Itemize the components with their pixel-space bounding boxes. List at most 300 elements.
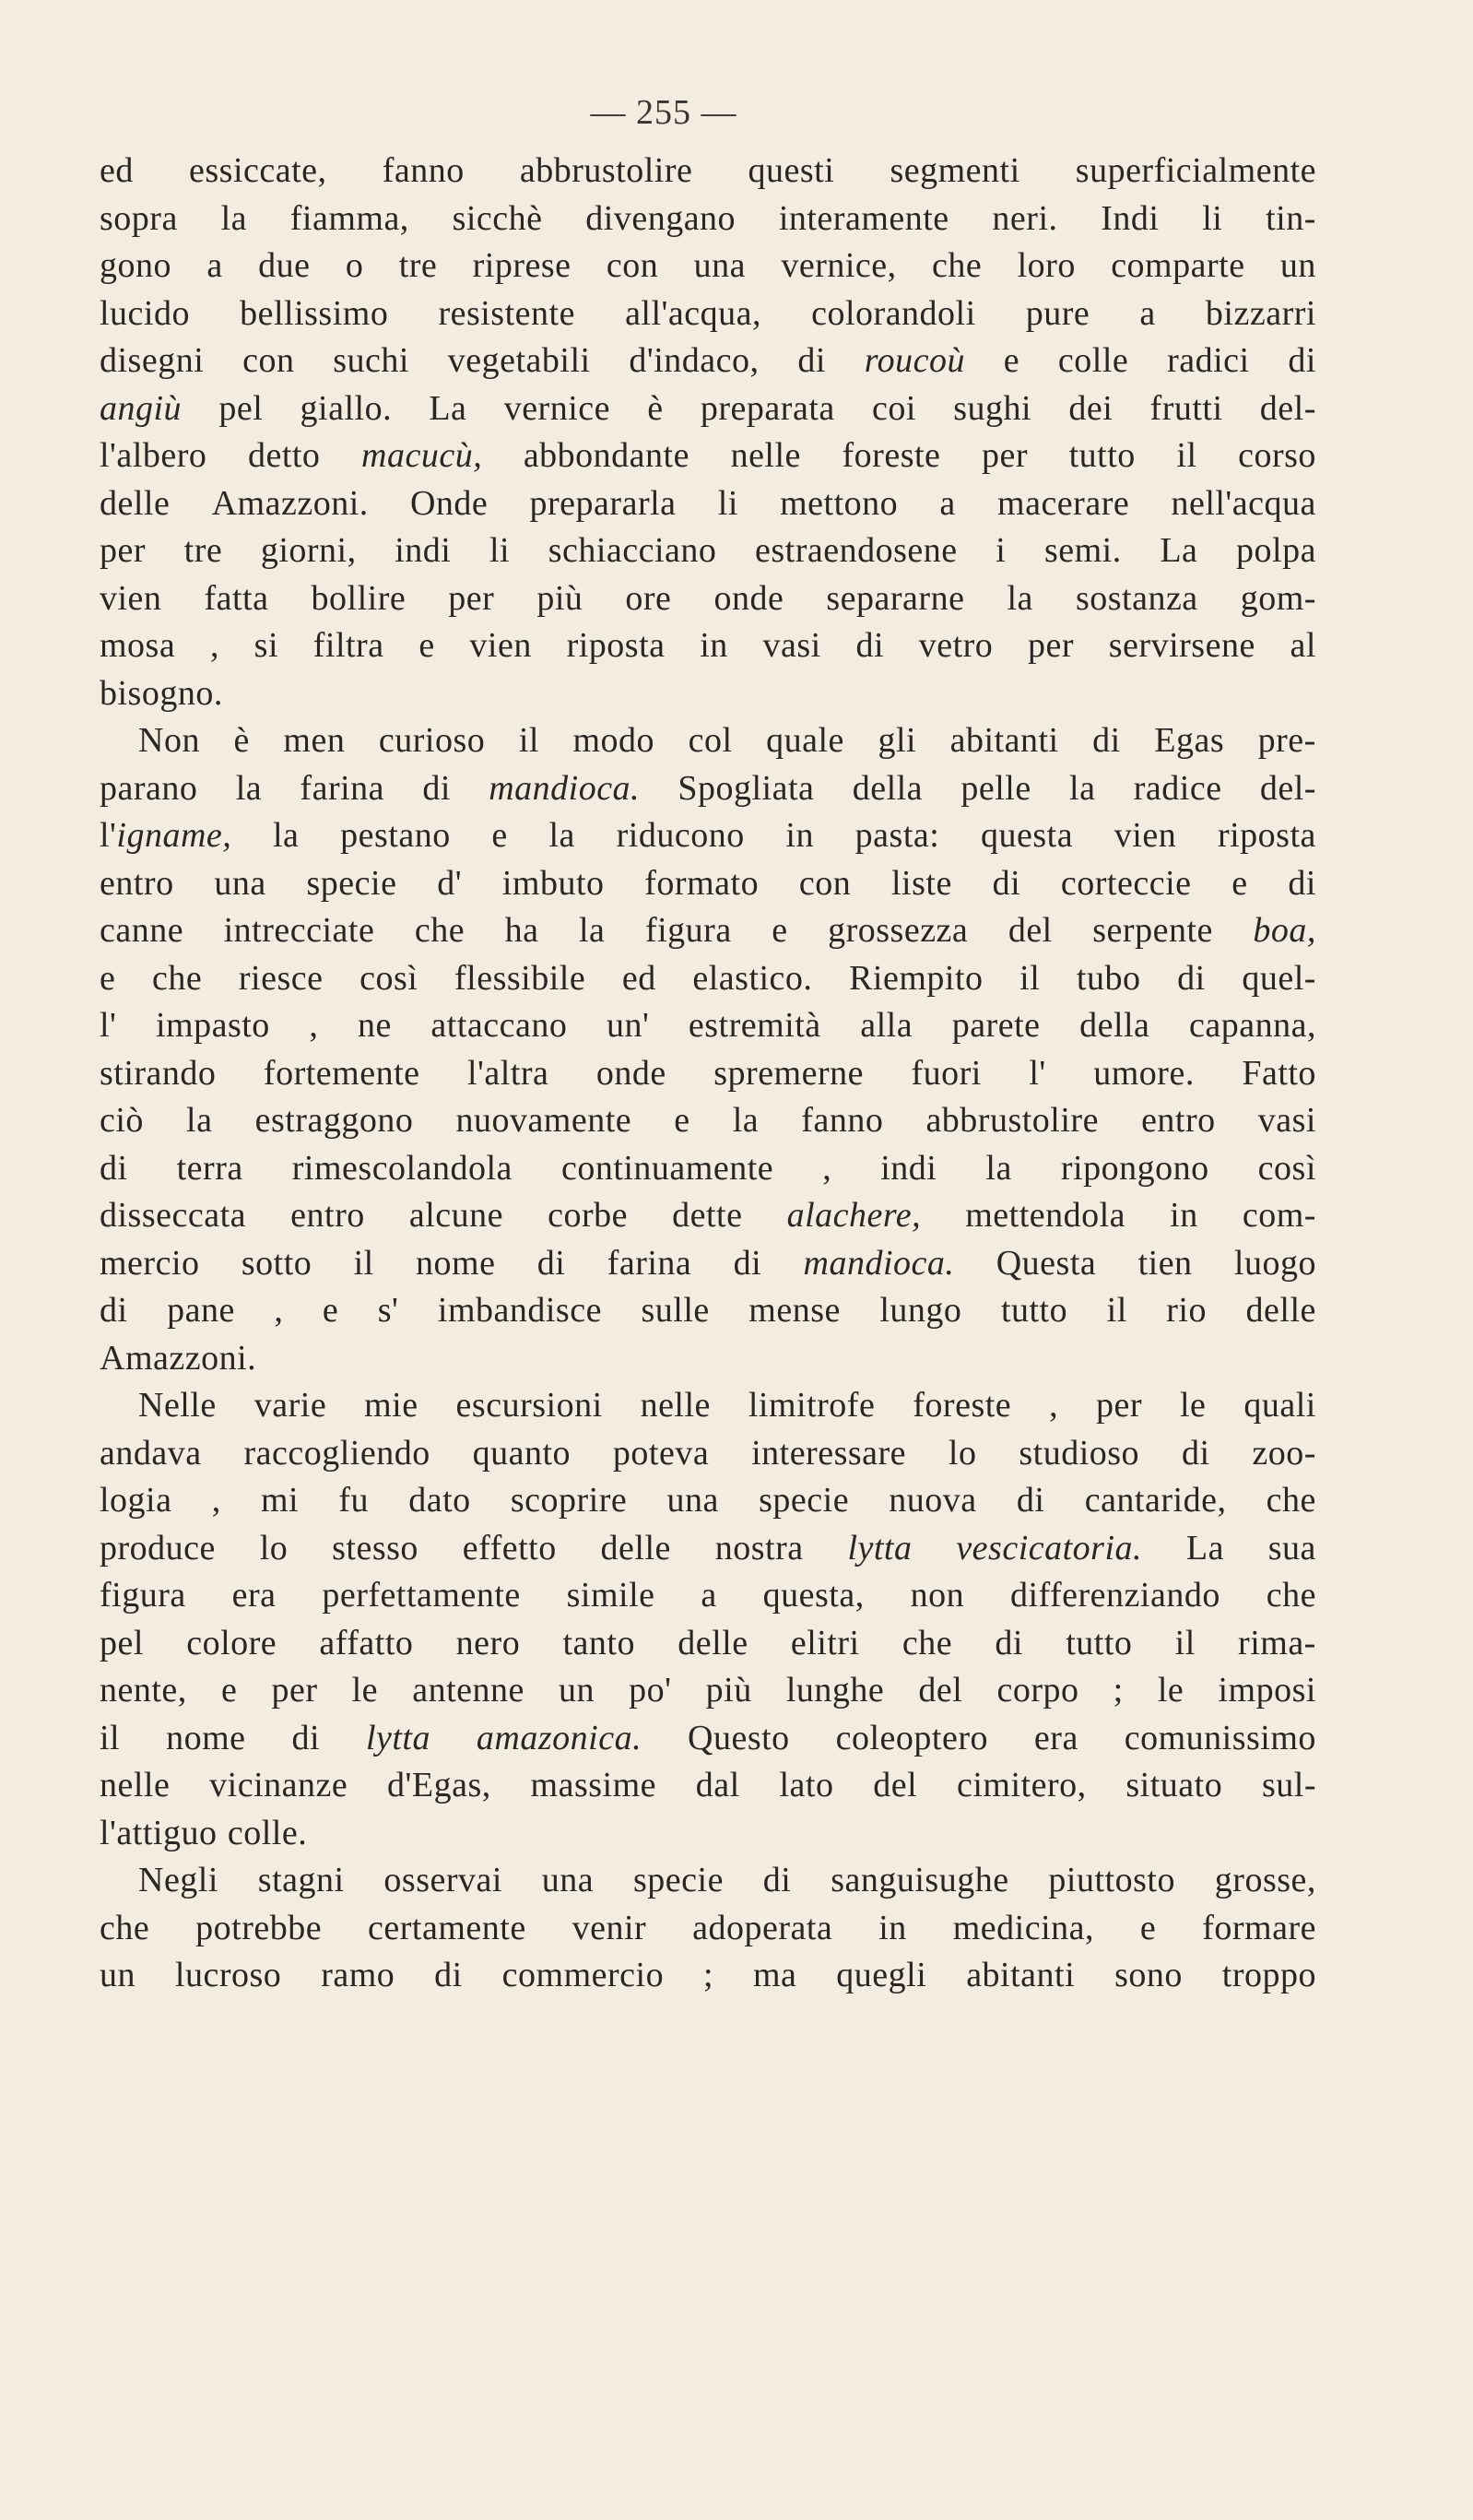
word: tin-: [1266, 198, 1316, 238]
word: intrecciate: [223, 911, 375, 950]
word: rimescolandola: [291, 1148, 513, 1188]
text-line: [100, 432, 1316, 480]
word: a: [701, 1576, 717, 1615]
italic-word: macucù,: [361, 436, 483, 475]
word: dei: [1068, 388, 1114, 428]
word: elitri: [790, 1623, 860, 1662]
word: nuovamente: [455, 1101, 632, 1140]
italic-word: lytta: [847, 1528, 913, 1568]
word: l': [100, 1006, 117, 1045]
word: entro: [100, 863, 174, 903]
word: farina: [607, 1243, 692, 1283]
word: per: [1028, 626, 1075, 665]
word: ;: [702, 1956, 714, 1994]
word: potrebbe: [195, 1908, 323, 1947]
word: e: [220, 1671, 238, 1710]
word: di: [797, 341, 826, 380]
word: comparte: [1111, 246, 1245, 285]
word: e: [1231, 863, 1248, 903]
word: nente,: [100, 1671, 187, 1710]
text-line: [100, 1905, 1316, 1953]
text-line: [100, 290, 1316, 338]
word: il: [1106, 1291, 1127, 1330]
word: Fatto: [1242, 1053, 1316, 1093]
word: entro: [290, 1196, 365, 1235]
italic-word: angiù: [100, 388, 183, 428]
word: serpente: [1092, 911, 1213, 950]
word: studioso: [1019, 1433, 1140, 1473]
word: resistente: [438, 293, 575, 333]
word: il: [1019, 958, 1041, 998]
word: foreste: [842, 436, 941, 475]
word: piuttosto: [1048, 1861, 1175, 1899]
word: nome: [166, 1718, 246, 1757]
word: Amazzoni.: [211, 483, 369, 523]
word: vetro: [918, 626, 994, 665]
text-line: [100, 765, 1316, 813]
word: ,: [274, 1291, 284, 1330]
word: lucroso: [174, 1956, 282, 1994]
word: abbrustolire: [519, 151, 693, 190]
word: pel: [218, 388, 264, 428]
text-line: [100, 1762, 1316, 1810]
word: più: [705, 1671, 752, 1710]
text-line: [100, 1097, 1316, 1145]
word: lo: [948, 1433, 977, 1473]
word: scoprire: [510, 1481, 628, 1520]
word: di: [995, 1623, 1023, 1662]
word: il: [1174, 1623, 1196, 1662]
word: specie: [633, 1861, 724, 1899]
word: l': [1029, 1053, 1046, 1093]
text-line: [100, 195, 1316, 243]
word: liste: [890, 863, 952, 903]
word: che: [414, 911, 465, 950]
text-line: [100, 670, 1316, 718]
word: pel: [100, 1623, 144, 1662]
word: andava: [100, 1433, 202, 1473]
text-line: [100, 1002, 1316, 1050]
word: di: [1092, 721, 1121, 760]
word: ,: [1049, 1386, 1059, 1425]
text-line: [100, 1667, 1316, 1715]
word: le: [351, 1671, 379, 1710]
word: estraggono: [254, 1101, 414, 1140]
text-line: [100, 860, 1316, 908]
word: la: [548, 816, 575, 855]
word: disseccata: [100, 1196, 247, 1235]
word: giallo.: [300, 388, 393, 428]
word: e: [100, 958, 116, 998]
word: estremità: [688, 1006, 821, 1045]
word: pasta:: [854, 816, 940, 855]
italic-word: roucoù: [864, 341, 965, 380]
word: sanguisughe: [831, 1861, 1009, 1899]
word: sul-: [1262, 1766, 1316, 1804]
word: dato: [408, 1481, 471, 1520]
word: stagni: [257, 1861, 345, 1899]
word: ,: [822, 1148, 832, 1188]
word: grosse,: [1214, 1861, 1316, 1899]
word: lungo: [879, 1291, 962, 1330]
word: tre: [183, 531, 223, 570]
word: una: [214, 863, 266, 903]
italic-word: mandioca.: [803, 1243, 955, 1283]
word: fortemente: [263, 1053, 420, 1093]
word: tien: [1137, 1243, 1193, 1283]
word: onde: [713, 578, 784, 618]
text-line: [100, 1857, 1316, 1905]
word: di: [1288, 863, 1316, 903]
word: quegli: [836, 1956, 927, 1994]
word: onde: [595, 1053, 666, 1093]
word: situato: [1125, 1766, 1223, 1804]
word: un': [606, 1006, 650, 1045]
word: bizzarri: [1205, 293, 1316, 333]
word: al: [1290, 626, 1316, 665]
word: più: [536, 578, 583, 618]
word: specie: [759, 1481, 850, 1520]
word: nuova: [889, 1481, 977, 1520]
word: non: [910, 1576, 965, 1615]
word: La: [1185, 1528, 1224, 1568]
word: foreste: [913, 1386, 1012, 1425]
word: La: [429, 388, 467, 428]
word: s': [377, 1291, 399, 1330]
word: delle: [1245, 1291, 1316, 1330]
word: i: [996, 531, 1007, 570]
word: superficialmente: [1075, 151, 1316, 190]
word: quali: [1243, 1386, 1316, 1425]
word: che: [100, 1908, 150, 1947]
word: Nelle: [138, 1386, 217, 1425]
word: il: [518, 721, 539, 760]
word: che: [1266, 1576, 1316, 1615]
word: elastico.: [692, 958, 813, 998]
word: che: [152, 958, 203, 998]
word: sicchè: [452, 198, 543, 238]
word: tre: [398, 246, 438, 285]
word: nelle: [640, 1386, 711, 1425]
word: pelle: [960, 768, 1031, 808]
word: parete: [951, 1006, 1041, 1045]
word: curioso: [378, 721, 486, 760]
text-line: [100, 1477, 1316, 1525]
word: estraendosene: [755, 531, 958, 570]
word: stesso: [332, 1528, 418, 1568]
word: troppo: [1221, 1956, 1316, 1994]
word: ciò: [100, 1101, 144, 1140]
text-line: [100, 1335, 1316, 1383]
word: rima-: [1238, 1623, 1316, 1662]
word: vien: [469, 626, 532, 665]
word: interessare: [751, 1433, 907, 1473]
word: colorandoli: [811, 293, 976, 333]
word: bollire: [311, 578, 407, 618]
word: abbondante: [523, 436, 689, 475]
word: l'altra: [467, 1053, 549, 1093]
word: essiccate,: [189, 151, 327, 190]
word: commercio: [501, 1956, 665, 1994]
word: tutto: [1068, 436, 1136, 475]
word: canne: [100, 911, 184, 950]
word: si: [253, 626, 279, 665]
text-line: [100, 1240, 1316, 1288]
word: le: [1180, 1386, 1207, 1425]
word: indi: [395, 531, 452, 570]
word: d'indaco,: [629, 341, 760, 380]
word: colle: [1057, 341, 1129, 380]
word: sono: [1114, 1956, 1183, 1994]
word: disegni: [100, 341, 205, 380]
word: gli: [878, 721, 917, 760]
word: in: [700, 626, 728, 665]
word: di: [855, 626, 884, 665]
word: del: [918, 1671, 963, 1710]
word: la: [1069, 768, 1096, 808]
word: simile: [566, 1576, 655, 1615]
word: e: [491, 816, 508, 855]
word: che: [901, 1623, 953, 1662]
text-line: [100, 812, 1316, 860]
word: men: [283, 721, 346, 760]
word: vien: [100, 578, 162, 618]
word: dette: [672, 1196, 743, 1235]
word: nostra: [714, 1528, 804, 1568]
word: corso: [1238, 436, 1316, 475]
body-text: [100, 148, 1316, 2000]
word: questa: [981, 816, 1074, 855]
word: ,: [209, 626, 219, 665]
word: nell'acqua: [1171, 483, 1316, 523]
word: quanto: [472, 1433, 572, 1473]
word: ;: [1113, 1671, 1124, 1710]
word: sostanza: [1075, 578, 1198, 618]
word: nero: [455, 1623, 521, 1662]
text-line: [100, 1952, 1316, 2000]
word: colle.: [227, 1813, 308, 1852]
word: formato: [644, 863, 760, 903]
word: che: [1266, 1481, 1316, 1520]
word: li: [489, 531, 511, 570]
word: l'attiguo: [100, 1813, 218, 1852]
text-line: [100, 1050, 1316, 1098]
word: com-: [1242, 1196, 1316, 1235]
word: schiacciano: [548, 531, 717, 570]
word: Non: [138, 721, 200, 760]
word: quel-: [1242, 958, 1316, 998]
word: della: [1079, 1006, 1150, 1045]
word: farina: [300, 768, 385, 808]
word: li: [717, 483, 738, 523]
word: lo: [259, 1528, 289, 1568]
word: un: [100, 1956, 136, 1994]
word: mercio: [100, 1243, 200, 1283]
word: indi: [880, 1148, 937, 1188]
word: di: [536, 1243, 566, 1283]
word: così: [1257, 1148, 1316, 1188]
text-line: [100, 1810, 1316, 1858]
word: frutti: [1149, 388, 1223, 428]
italic-word: alachere,: [786, 1196, 922, 1235]
word: ma: [752, 1956, 797, 1994]
word: logia: [100, 1481, 172, 1520]
word: tubo: [1076, 958, 1141, 998]
word: di: [733, 1243, 762, 1283]
word: corpo: [996, 1671, 1079, 1710]
word: formare: [1202, 1908, 1316, 1947]
word: continuamente: [560, 1148, 774, 1188]
word: il: [1176, 436, 1197, 475]
word: a: [1139, 293, 1156, 333]
word: del: [873, 1766, 918, 1804]
word: prepararla: [529, 483, 677, 523]
word: e: [322, 1291, 339, 1330]
word: per: [982, 436, 1029, 475]
text-line: [100, 1715, 1316, 1763]
word: la: [220, 198, 247, 238]
word: era: [1033, 1718, 1078, 1757]
word: vicinanze: [209, 1766, 348, 1804]
word: gom-: [1240, 578, 1316, 618]
word: preparata: [700, 388, 835, 428]
word: Indi: [1101, 198, 1160, 238]
word: Amazzoni.: [100, 1338, 257, 1378]
word: d': [437, 863, 463, 903]
word: un: [559, 1671, 595, 1710]
word: ,: [211, 1481, 221, 1520]
word: terra: [176, 1148, 243, 1188]
word: La: [1160, 531, 1198, 570]
word: Negli: [138, 1861, 218, 1899]
word: d'Egas,: [387, 1766, 491, 1804]
word: la: [732, 1101, 760, 1140]
text-line: [100, 955, 1316, 1003]
word: di: [434, 1956, 463, 1994]
word: di: [422, 768, 451, 808]
italic-word: mandioca.: [489, 768, 641, 808]
word: polpa: [1236, 531, 1316, 570]
word: venir: [572, 1908, 647, 1947]
word: radice: [1133, 768, 1222, 808]
word: certamente: [368, 1908, 526, 1947]
word: massime: [530, 1766, 656, 1804]
word: una: [693, 246, 746, 285]
word: specie: [306, 863, 397, 903]
word: l'albero: [100, 436, 207, 475]
word: di: [1181, 1433, 1210, 1473]
word: di: [1177, 958, 1206, 998]
word: abitanti: [966, 1956, 1076, 1994]
word: servirsene: [1108, 626, 1255, 665]
word: è: [647, 388, 664, 428]
word: mie: [364, 1386, 418, 1425]
word: pre-: [1257, 721, 1316, 760]
word: le: [1157, 1671, 1184, 1710]
word: la: [186, 1101, 213, 1140]
word: interamente: [778, 198, 949, 238]
word: sughi: [953, 388, 1032, 428]
word: flessibile: [454, 958, 586, 998]
word: detto: [247, 436, 321, 475]
word: umore.: [1093, 1053, 1195, 1093]
word: mettono: [780, 483, 899, 523]
word: mi: [260, 1481, 300, 1520]
text-line: [100, 1145, 1316, 1193]
word: figura: [100, 1576, 186, 1615]
word: il: [353, 1243, 374, 1283]
word: adoperata: [692, 1908, 833, 1947]
word: sopra: [100, 198, 178, 238]
word: macerare: [997, 483, 1130, 523]
text-line: [100, 527, 1316, 575]
word: mosa: [100, 626, 176, 665]
word: radici: [1167, 341, 1250, 380]
word: e: [1139, 1908, 1157, 1947]
word: una: [541, 1861, 595, 1899]
word: vernice,: [781, 246, 897, 285]
word: vegetabili: [447, 341, 591, 380]
word: grossezza: [828, 911, 969, 950]
word: fu: [338, 1481, 369, 1520]
word: pure: [1025, 293, 1090, 333]
text-line: [100, 148, 1316, 195]
word: Riempito: [849, 958, 984, 998]
text-line: [100, 1525, 1316, 1573]
word: modo: [572, 721, 655, 760]
word: quale: [766, 721, 844, 760]
word: del: [1008, 911, 1053, 950]
word: giorni,: [260, 531, 357, 570]
word: di: [762, 1861, 792, 1899]
word: vernice: [503, 388, 610, 428]
word: ed: [621, 958, 656, 998]
text-line: [100, 1287, 1316, 1335]
word: con: [242, 341, 295, 380]
word: lunghe: [785, 1671, 885, 1710]
word: il: [100, 1718, 121, 1757]
text-line: [100, 1382, 1316, 1430]
word: di: [291, 1718, 320, 1757]
word: sotto: [241, 1243, 312, 1283]
text-line: [100, 1192, 1316, 1240]
word: un: [1279, 246, 1316, 285]
word: produce: [100, 1528, 216, 1568]
word: questa,: [762, 1576, 865, 1615]
word: nelle: [730, 436, 801, 475]
word: stirando: [100, 1053, 217, 1093]
word: coleoptero: [835, 1718, 988, 1757]
word: spremerne: [713, 1053, 865, 1093]
word: pestano: [340, 816, 451, 855]
word: la: [579, 911, 606, 950]
word: riposta: [566, 626, 666, 665]
word: nome: [416, 1243, 496, 1283]
word: una: [666, 1481, 719, 1520]
word: lucido: [100, 293, 190, 333]
word: antenne: [412, 1671, 524, 1710]
text-line: [100, 337, 1316, 385]
word: capanna,: [1189, 1006, 1316, 1045]
word: alla: [860, 1006, 913, 1045]
word: tutto: [1000, 1291, 1068, 1330]
word: della: [852, 768, 924, 808]
text-line: [100, 907, 1316, 955]
word: luogo: [1233, 1243, 1316, 1283]
text-line: [100, 622, 1316, 670]
word: e: [1003, 341, 1020, 380]
word: delle: [678, 1623, 748, 1662]
